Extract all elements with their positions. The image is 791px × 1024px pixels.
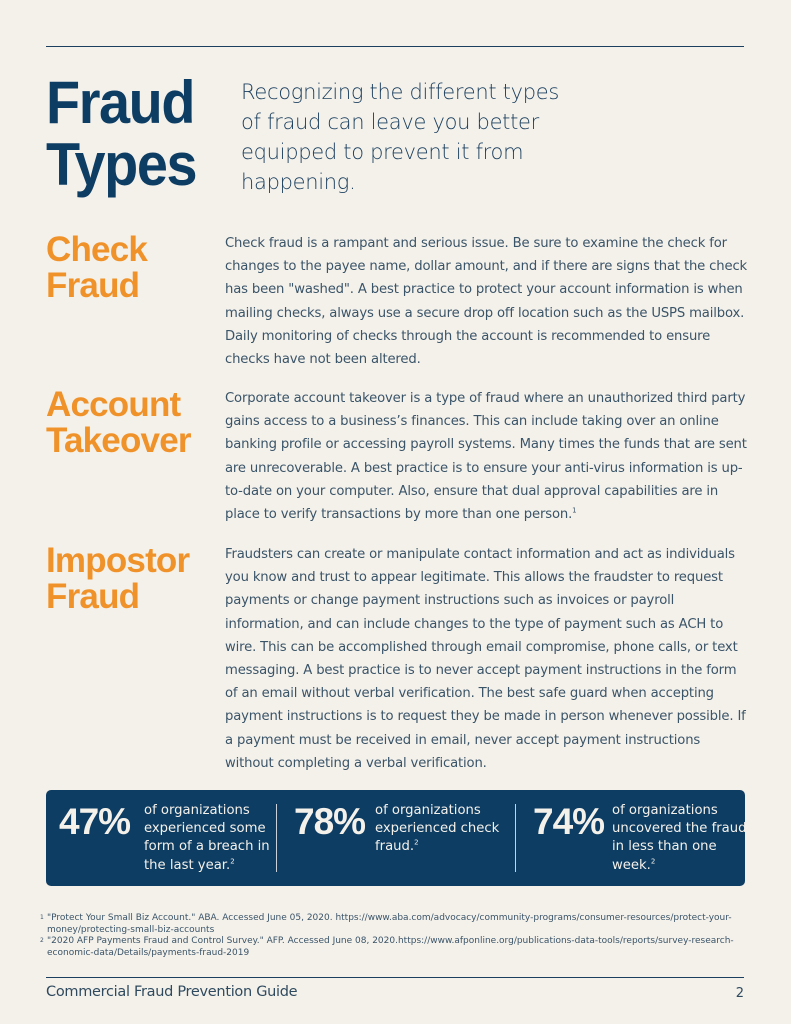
bottom-rule xyxy=(46,977,744,978)
stat-text: of organizations experienced some form of a breach in the last year. xyxy=(144,803,270,873)
footnote-ref[interactable]: 2 xyxy=(230,857,235,866)
stat-description xyxy=(375,802,515,857)
section-body xyxy=(225,543,750,775)
top-rule xyxy=(46,46,744,47)
footnote-ref[interactable]: 2 xyxy=(414,839,419,848)
section-body-text: Corporate account takeover is a type of fraud where an unauthorized third party gains access to a business’s finances. This can include taking over an online banking profile or accessing payroll systems. Many times the funds that are sent are unrecoverable. A best practice is to ensure your anti-virus information is up-to-date on your computer. Also, ensure that dual approval capabilities are in place to verify transactions by more than one person. xyxy=(225,391,747,523)
heading-line-2: Fraud xyxy=(46,266,140,305)
stats-banner xyxy=(46,790,745,886)
heading-line-2: Takeover xyxy=(46,421,191,460)
stat-description xyxy=(144,802,284,875)
section-body-text: Check fraud is a rampant and serious issue. Be sure to examine the check for changes to the payee name, dollar amount, and if there are signs that the check has been "washed". A best practice to protect your account information is when mailing checks, always use a secure drop off location such as the USPS mailbox. Daily monitoring of checks through the account is recommended to ensure checks have not been altered. xyxy=(225,236,748,368)
heading-line-1: Impostor xyxy=(46,541,190,580)
stat-description xyxy=(612,802,752,875)
section-heading xyxy=(46,387,221,459)
footnote-mark: 1 xyxy=(40,914,44,921)
footnote-mark: 2 xyxy=(40,937,44,944)
stat-divider xyxy=(276,804,277,872)
footnote-ref[interactable]: 2 xyxy=(650,857,656,866)
heading-line-1: Account xyxy=(46,385,181,424)
footnotes xyxy=(40,913,760,959)
stat-text: of organizations experienced check fraud. xyxy=(375,803,500,855)
page-title xyxy=(46,69,197,198)
footnote-2 xyxy=(40,936,760,959)
heading-line-1: Check xyxy=(46,230,148,269)
intro-text: Recognizing the different types of fraud can leave you better equipped to prevent it from happening. xyxy=(241,80,560,194)
footnote-ref[interactable]: 1 xyxy=(572,506,577,515)
footnote-text[interactable]: "Protect Your Small Biz Account." ABA. Accessed June 05, 2020. https://www.aba.com/advocacy/community-programs/consumer-resources/protect-your-money/protecting-small-biz-accounts xyxy=(47,913,732,935)
heading-line-2: Fraud xyxy=(46,577,140,616)
section-heading xyxy=(46,232,221,304)
stat-value: 47% xyxy=(59,801,131,842)
footnote-1 xyxy=(40,913,760,936)
page-number: 2 xyxy=(735,986,744,1001)
stat-value: 78% xyxy=(294,801,366,842)
section-body xyxy=(225,232,750,371)
footnote-text[interactable]: "2020 AFP Payments Fraud and Control Survey." AFP. Accessed June 08, 2020.https://www.afponline.org/publications-data-tools/reports/survey-research-economic-data/Details/payments-fraud-2019 xyxy=(47,936,734,958)
page-title-line-2: Types xyxy=(46,131,197,198)
stat-divider xyxy=(515,804,516,872)
stat-value: 74% xyxy=(533,801,605,842)
section-body-text: Fraudsters can create or manipulate contact information and act as individuals you know and trust to appear legitimate. This allows the fraudster to request payments or change payment instructions such as invoices or payroll information, and can include changes to the type of payment such as ACH to wire. This can be accomplished through email compromise, phone calls, or text messaging. A best practice is to never accept payment instructions in the form of an email without verbal verification. The best safe guard when accepting payment instructions is to request they be made in person whenever possible. If a payment must be received in email, never accept payment instructions without completing a verbal verification. xyxy=(225,547,746,771)
footer-title: Commercial Fraud Prevention Guide xyxy=(46,984,298,1000)
stat-text: of organizations uncovered the fraud in less than one week. xyxy=(612,803,747,873)
page-title-line-1: Fraud xyxy=(46,69,195,136)
section-body xyxy=(225,387,750,526)
section-heading xyxy=(46,543,221,615)
